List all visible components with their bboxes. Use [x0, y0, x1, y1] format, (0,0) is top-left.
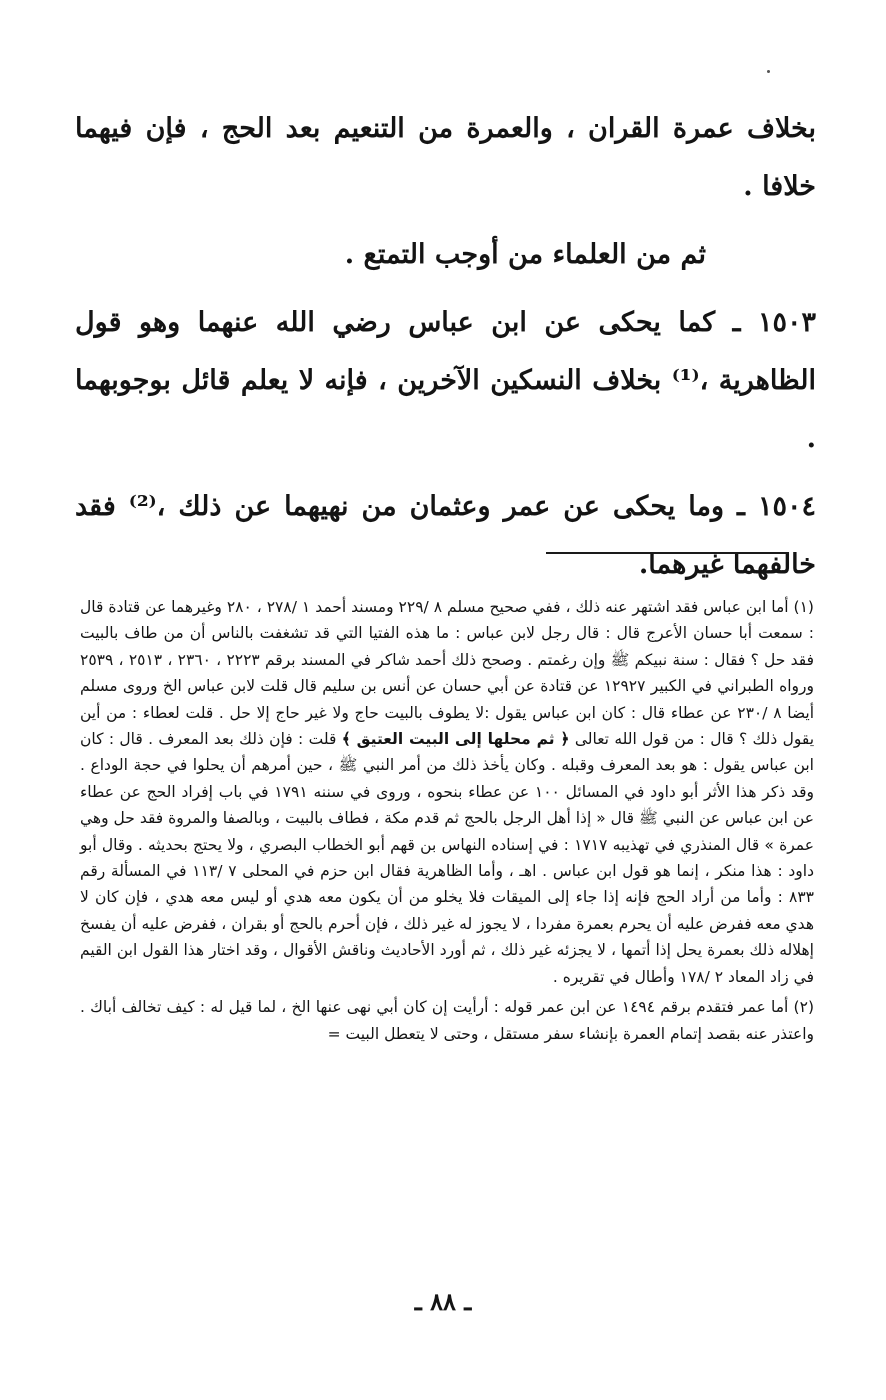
paragraph-tamattu: ثم من العلماء من أوجب التمتع .: [344, 239, 706, 270]
quran-quote: ﴿ ثم محلها إلى البيت العتيق ﴾: [341, 730, 570, 749]
footnotes: [80, 594, 814, 1047]
scan-speck: [767, 70, 770, 73]
page-number: ـ ٨٨ ـ: [414, 1287, 472, 1316]
footnote-1: [80, 594, 814, 990]
footnote-text: قلت : فإن ذلك بعد المعرف . قال : كان ابن عباس يقول : هو بعد المعرف وقبله . وكان يأخذ ذلك من أمر النبي ﷺ ، حين أمرهم أن يحلوا في حجة الوداع . وقد ذكر هذا الأثر أبو داود في المسائل ١٠٠ عن عطاء بنحوه ، وروى في سننه ١٧٩١ في باب إفراد الحج عن عطاء عن ابن عباس عن النبي ﷺ قال « إذا أهل الرجل بالحج ثم قدم مكة ، فطاف بالبيت ، وبالصفا والمروة فقد حل وهي عمرة » قال المنذري في تهذيبه ١٧١٧ : في إسناده النهاس بن قهم أبو الخطاب البصري ، ولا يحتج بحديثه . وقال أبو داود : هذا منكر ، إنما هو قول ابن عباس . اهـ ، وأما الظاهرية فقال ابن حزم في المحلى ٧ /١١٣ في المسألة رقم ٨٣٣ : وأما من أراد الحج فإنه إذا جاء إلى الميقات فلا يخلو من أن يكون معه هدي أو ليس معه هدي ، فإن كان لا هدي معه ففرض عليه أن يحرم بعمرة مفردا ، لا يجوز له غير ذلك ، فإن أحرم بالحج أو بقران ، ففرض عليه أن يفسخ إهلاله ذلك بعمرة يحل إذا أتمها ، لا يجزئه غير ذلك ، ثم أورد الأحاديث وناقش الأقوال ، وقد اختار هذا القول ابن القيم في زاد المعاد ٢ /١٧٨ وأطال في تقريره .: [80, 730, 815, 986]
paragraph-1503: [75, 294, 816, 468]
footnote-separator: [546, 552, 789, 554]
paragraph-number: ١٥٠٤ ـ: [737, 491, 816, 522]
main-text: [75, 100, 816, 604]
footnote-2: (٢) أما عمر فتقدم برقم ١٤٩٤ عن ابن عمر قوله : أرأيت إن كان أبي نهى عنها الخ ، لما قيل له : كيف تخالف أباك . واعتذر عنه بقصد إتمام العمرة بإنشاء سفر مستقل ، وحتى لا يتعطل البيت =: [80, 998, 814, 1043]
paragraph-body: وما يحكى عن عمر وعثمان من نهيهما عن ذلك ،⁽²⁾ فقد خالفهما غيرهما.: [75, 491, 816, 580]
paragraph-1504: [75, 478, 816, 594]
paragraph-body: كما يحكى عن ابن عباس رضي الله عنهما وهو قول الظاهرية ،⁽¹⁾ بخلاف النسكين الآخرين ، فإنه لا يعلم قائل بوجوبهما .: [75, 307, 816, 454]
paragraph-continuation: بخلاف عمرة القران ، والعمرة من التنعيم بعد الحج ، فإن فيهما خلافا .: [75, 113, 816, 202]
paragraph-number: ١٥٠٣ ـ: [732, 307, 817, 338]
footnote-text: (١) أما ابن عباس فقد اشتهر عنه ذلك ، ففي صحيح مسلم ٨ /٢٢٩ ومسند أحمد ١ /٢٧٨ ، ٢٨٠ وغيرهما عن قتادة قال : سمعت أبا حسان الأعرج قال : قال رجل لابن عباس : ما هذه الفتيا التي قد تشغفت بالناس أن من طاف بالبيت فقد حل ؟ فقال : سنة نبيكم ﷺ وإن رغمتم . وصحح ذلك أحمد شاكر في المسند برقم ٢٢٢٣ ، ٢٣٦٠ ، ٢٥١٣ ، ٢٥٣٩ ورواه الطبراني في الكبير ١٢٩٢٧ عن قتادة عن أبي حسان عن أنس بن سليم قال قلت لابن عباس الخ وروى مسلم أيضا ٨ /٢٣٠ عن عطاء قال : كان ابن عباس يقول :لا يطوف بالبيت حاج ولا غير حاج إلا حل . قلت لعطاء : من أين يقول ذلك ؟ قال : من قول الله تعالى: [80, 598, 815, 749]
